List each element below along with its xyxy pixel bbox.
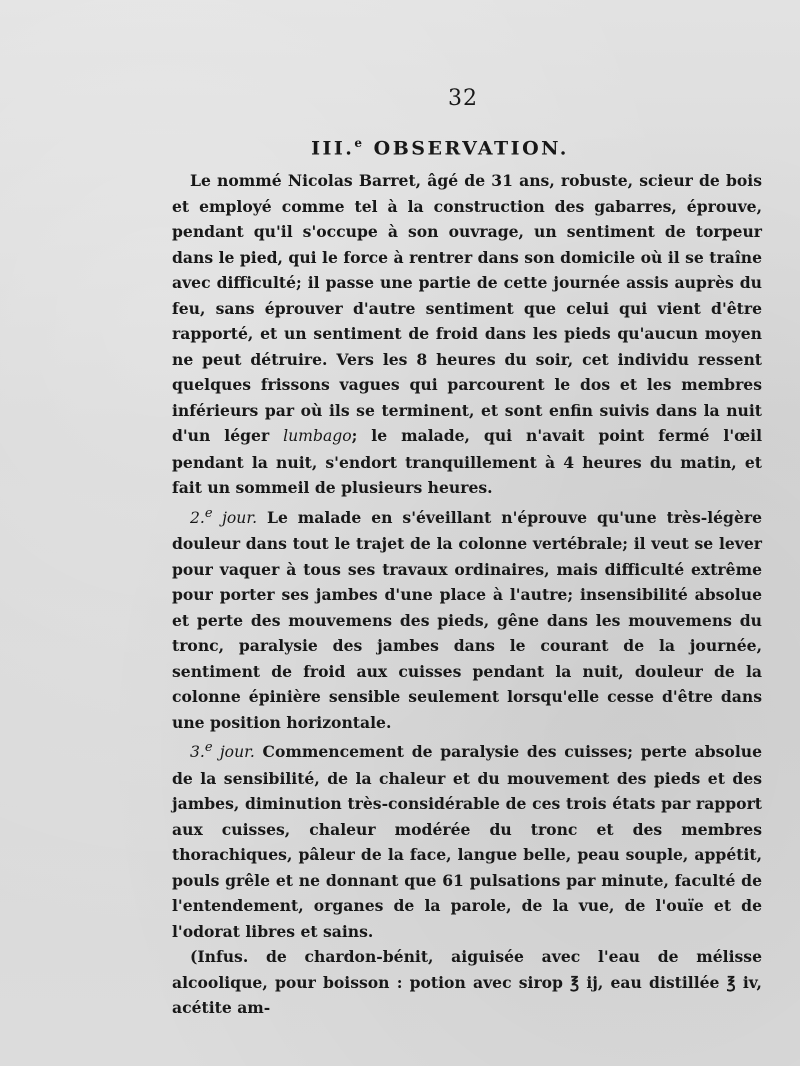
paragraph-intro-part-1: Le nommé Nicolas Barret, âgé de 31 ans, robuste, scieur de bois et employé comme tel à la construction des gabarres, éprouve, pendant qu'il s'occupe à son ouvrage, un sentiment de torpeur dans le pied, qui le force à rentrer dans son domicile où il se traîne avec difficulté; il passe une partie de cette journée assis auprès du feu, sans éprouver d'autre sentiment que celui qui vient d'être rapporté, et un sentiment de froid dans les pieds qu'aucun moyen ne peut détruire. Vers les 8 heures du soir, cet individu ressent quelques frissons vagues qui parcourent le dos et les membres inférieurs par où ils se terminent, et sont enfin suivis dans la nuit d'un léger — [172, 171, 762, 445]
day-2-word: jour. — [212, 508, 258, 527]
day-2-superscript: e — [204, 505, 213, 521]
day-3-label — [190, 740, 255, 762]
paragraph-treatment — [172, 944, 762, 1021]
day-2-label — [190, 505, 258, 527]
paragraph-intro-part-2: ; le malade, qui n'avait point fermé l'œil pendant la nuit, s'endort tranquillement à 4 heures du matin, et fait un sommeil de plusieurs heures. — [172, 426, 762, 497]
day-2-number: 2. — [190, 508, 205, 527]
observation-body — [172, 168, 762, 1021]
day-3-superscript: e — [204, 740, 213, 756]
day-3-number: 3. — [190, 743, 205, 762]
day-3-text: Commencement de paralysie des cuisses; perte absolue de la sensibilité, de la chaleur et du mouvement des pieds et des jambes, diminution très-considérable de ces trois états par rapport aux cuisses, chaleur modérée du tronc et des membres thorachiques, pâleur de la face, langue belle, peau souple, appétit, pouls grêle et ne donnant que 61 pulsations par minute, faculté de l'entendement, organes de la parole, de la vue, de l'ouïe et de l'odorat libres et sains. — [172, 742, 762, 941]
day-2-text: Le malade en s'éveillant n'éprouve qu'une très-légère douleur dans tout le trajet de la colonne vertébrale; il veut se lever pour vaquer à tous ses travaux ordinaires, mais difficulté extrême pour porter ses jambes d'une place à l'autre; insensibilité absolue et perte des mouvemens des pieds, gêne dans les mouvemens du tronc, paralysie des jambes dans le courant de la journée, sentiment de froid aux cuisses pendant la nuit, douleur de la colonne épinière sensible seulement lorsqu'elle cesse d'être dans une position horizontale. — [172, 507, 762, 732]
observation-heading — [0, 136, 800, 159]
paragraph-intro — [172, 168, 762, 501]
page-number: 32 — [448, 86, 478, 111]
heading-roman-numeral: III. — [311, 137, 355, 160]
paragraph-day-2 — [172, 501, 762, 736]
day-3-word: jour. — [212, 743, 255, 762]
lumbago-term: lumbago — [283, 427, 352, 445]
heading-superscript: e — [354, 136, 365, 150]
treatment-text: (Infus. de chardon-bénit, aiguisée avec l'eau de mélisse alcoolique, pour boisson : potion avec sirop ℥ ij, eau distillée ℥ iv, acétite am- — [172, 947, 762, 1018]
paragraph-day-3 — [172, 735, 762, 944]
heading-title: OBSERVATION. — [364, 137, 569, 160]
